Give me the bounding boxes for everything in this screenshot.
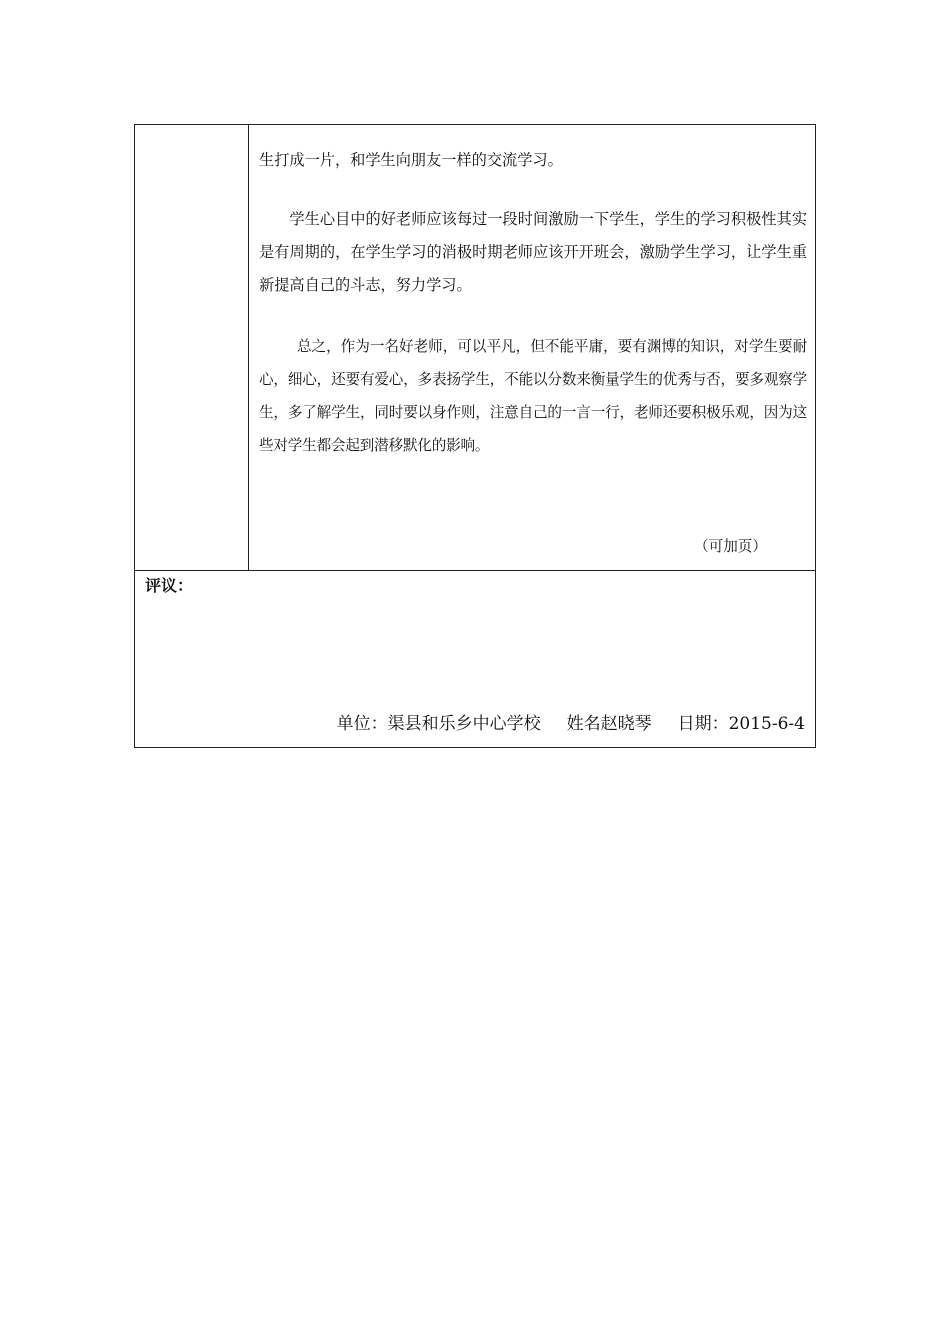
review-row [135, 571, 815, 747]
paragraph-2: 学生心目中的好老师应该每过一段时间激励一下学生，学生的学习积极性其实是有周期的，在学生学习的消极时期老师应该开开班会，激励学生学习，让学生重新提高自己的斗志，努力学习。 [259, 210, 807, 294]
label-cell [135, 125, 249, 570]
review-label: 评议： [145, 576, 194, 595]
report-table [134, 124, 816, 748]
paragraph-1: 生打成一片，和学生向朋友一样的交流学习。 [259, 151, 563, 169]
add-page-note: （可加页） [694, 538, 767, 555]
paragraph-3: 总之，作为一名好老师，可以平凡，但不能平庸，要有渊博的知识，对学生要耐心，细心，还要有爱心，多表扬学生，不能以分数来衡量学生的优秀与否，要多观察学生，多了解学生，同时要以身作则，注意自己的一言一行，老师还要积极乐观，因为这些对学生都会起到潜移默化的影响。 [259, 338, 807, 454]
name-text: 姓名赵晓琴 [566, 714, 652, 734]
signature-line [337, 709, 805, 734]
unit-text: 单位：渠县和乐乡中心学校 [336, 714, 541, 734]
content-cell [249, 125, 815, 570]
content-row [135, 125, 815, 571]
date-text: 日期：2015-6-4 [677, 714, 805, 734]
